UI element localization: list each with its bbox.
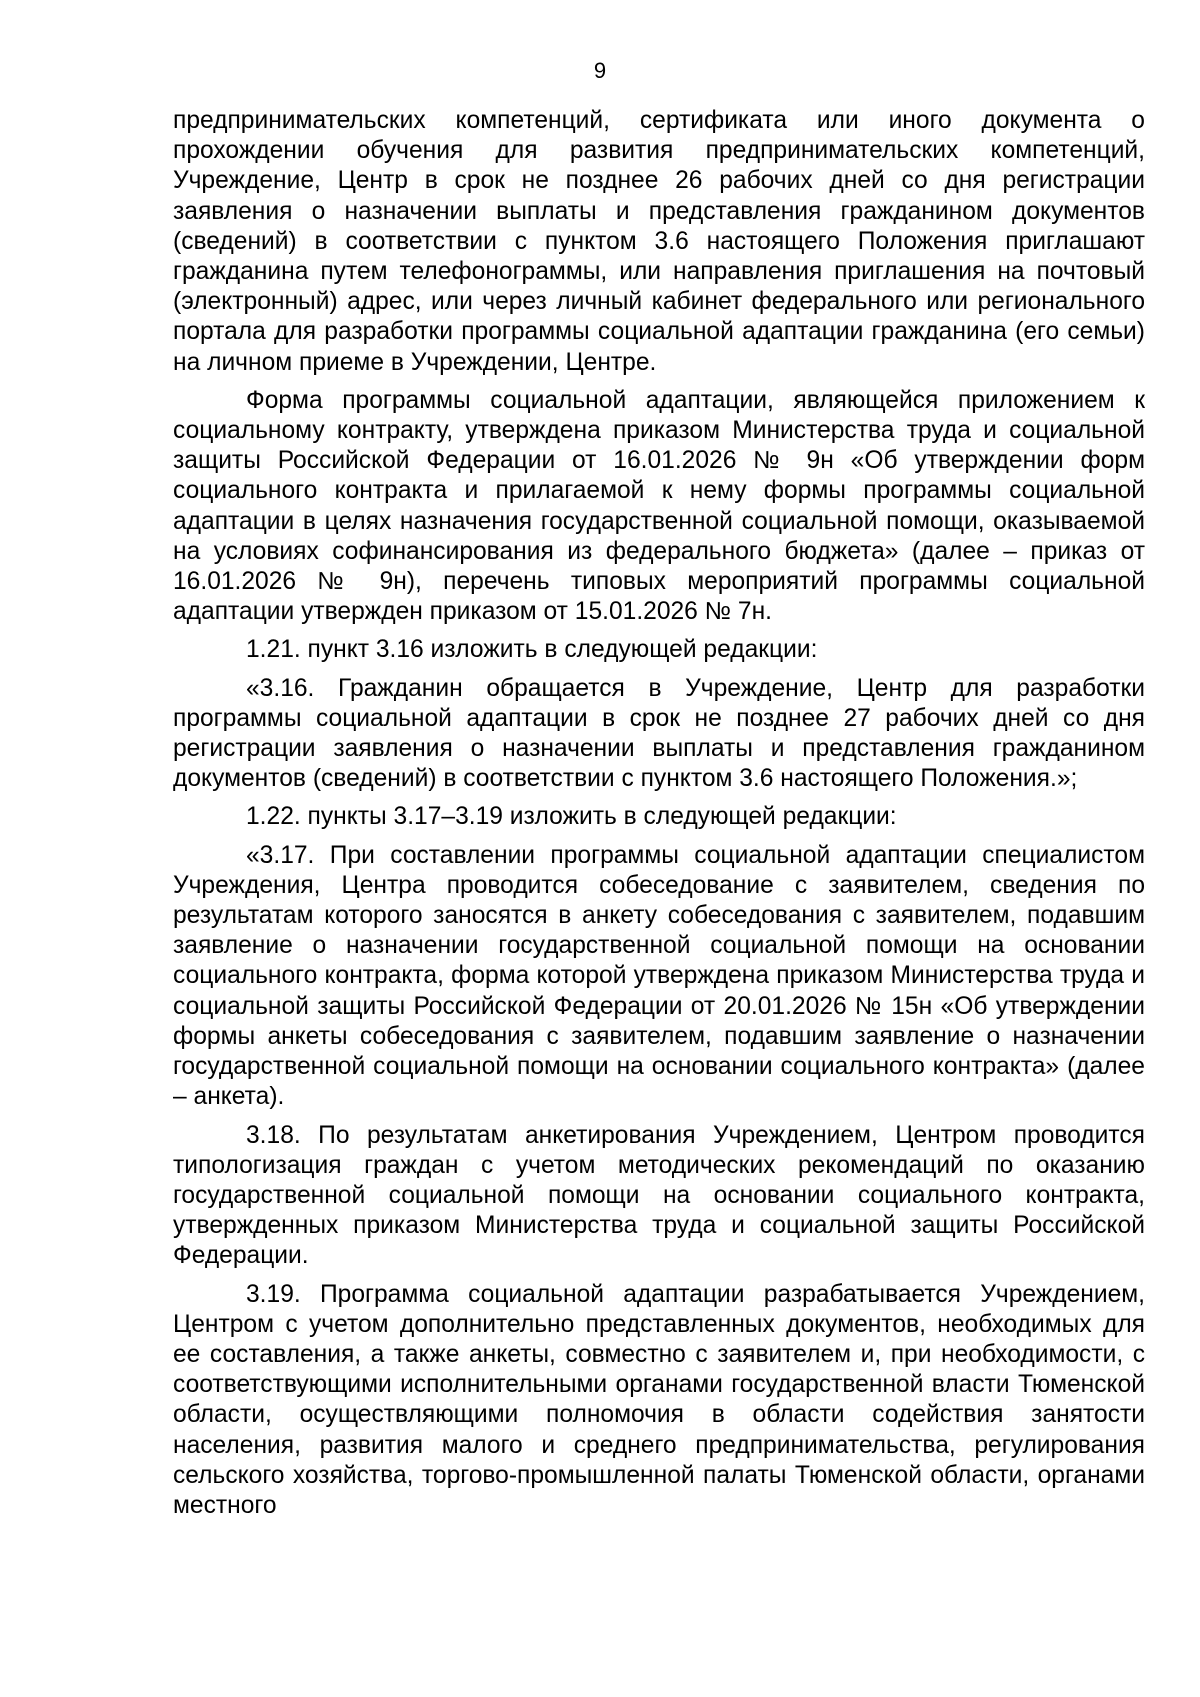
paragraph-clause-3-17: «3.17. При составлении программы социальной адаптации специалистом Учреждения, Центра проводится собеседование с заявителем, сведения по результатам которого заносятся в анкету собеседования с заявителем, подавшим заявление о назначении государственной социальной помощи на основании социального контракта, форма которой утверждена приказом Министерства труда и социальной защиты Российской Федерации от 20.01.2026 № 15н «Об утверждении формы анкеты собеседования с заявителем, подавшим заявление о назначении государственной социальной помощи на основании социального контракта» (далее – анкета).	[173, 841, 1145, 1111]
paragraph-continuation: предпринимательских компетенций, сертификата или иного документа о прохождении обучения для развития предпринимательских компетенций, Учреждение, Центр в срок не позднее 26 рабочих дней со дня регистрации заявления о назначении выплаты и представления гражданином документов (сведений) в соответствии с пунктом 3.6 настоящего Положения приглашают гражданина путем телефонограммы, или направления приглашения на почтовый (электронный) адрес, или через личный кабинет федерального или регионального портала для разработки программы социальной адаптации гражданина (его семьи) на личном приеме в Учреждении, Центре.	[173, 107, 1145, 376]
paragraph-clause-3-18: 3.18. По результатам анкетирования Учреждением, Центром проводится типологизация граждан с учетом методических рекомендаций по оказанию государственной социальной помощи на основании социального контракта, утвержденных приказом Министерства труда и социальной защиты Российской Федерации.	[173, 1121, 1145, 1270]
document-body	[173, 106, 1145, 1529]
paragraph-program-form: Форма программы социальной адаптации, являющейся приложением к социальному контракту, утверждена приказом Министерства труда и социальной защиты Российской Федерации от 16.01.2026 № 9н «Об утверждении форм социального контракта и прилагаемой к нему формы программы социальной адаптации в целях назначения государственной социальной помощи, оказываемой на условиях софинансирования из федерального бюджета» (далее – приказ от 16.01.2026 № 9н), перечень типовых мероприятий программы социальной адаптации утвержден приказом от 15.01.2026 № 7н.	[173, 386, 1145, 626]
paragraph-clause-3-16: «3.16. Гражданин обращается в Учреждение, Центр для разработки программы социальной адаптации в срок не позднее 27 рабочих дней со дня регистрации заявления о назначении выплаты и представления гражданином документов (сведений) в соответствии с пунктом 3.6 настоящего Положения.»;	[173, 674, 1145, 793]
paragraph-item-1-22: 1.22. пункты 3.17–3.19 изложить в следующей редакции:	[246, 803, 897, 831]
paragraph-item-1-21: 1.21. пункт 3.16 изложить в следующей редакции:	[246, 636, 818, 664]
page-number: 9	[593, 58, 607, 83]
paragraph-clause-3-19: 3.19. Программа социальной адаптации разрабатывается Учреждением, Центром с учетом дополнительно представленных документов, необходимых для ее составления, а также анкеты, совместно с заявителем и, при необходимости, с соответствующими исполнительными органами государственной власти Тюменской области, осуществляющими полномочия в области содействия занятости населения, развития малого и среднего предпринимательства, регулирования сельского хозяйства, торгово-промышленной палаты Тюменской области, органами местного	[173, 1280, 1145, 1519]
